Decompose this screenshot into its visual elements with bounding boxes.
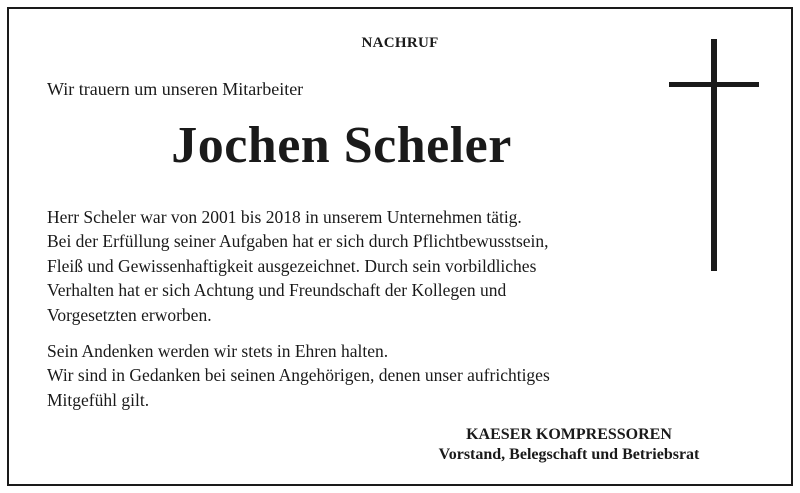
intro-line: Wir trauern um unseren Mitarbeiter — [47, 79, 304, 99]
signature-block — [399, 425, 739, 465]
cross-horizontal-bar — [669, 82, 759, 87]
cross-vertical-bar — [711, 39, 717, 271]
deceased-name: Jochen Scheler — [171, 117, 512, 174]
obituary-notice — [7, 7, 793, 486]
paragraph-line: Sein Andenken werden wir stets in Ehren halten. — [47, 341, 389, 361]
signers-line: Vorstand, Belegschaft und Betriebsrat — [438, 446, 700, 463]
remembrance-paragraph — [47, 339, 657, 412]
company-name: KAESER KOMPRESSOREN — [466, 426, 672, 443]
paragraph-line: Verhalten hat er sich Achtung und Freundschaft der Kollegen und — [47, 280, 507, 301]
notice-heading: NACHRUF — [361, 35, 439, 51]
paragraph-line: Fleiß und Gewissenhaftigkeit ausgezeichnet. Durch sein vorbildliches — [47, 255, 537, 276]
paragraph-line: Bei der Erfüllung seiner Aufgaben hat er sich durch Pflichtbewusstsein, — [47, 231, 549, 252]
paragraph-line: Herr Scheler war von 2001 bis 2018 in unserem Unternehmen tätig. — [47, 207, 522, 227]
paragraph-line: Mitgefühl gilt. — [47, 389, 150, 410]
paragraph-line: Vorgesetzten erworben. — [47, 304, 212, 325]
paragraph-line: Wir sind in Gedanken bei seinen Angehörigen, denen unser aufrichtiges — [47, 365, 550, 386]
tribute-paragraph — [47, 205, 657, 327]
cross-icon — [669, 39, 761, 275]
